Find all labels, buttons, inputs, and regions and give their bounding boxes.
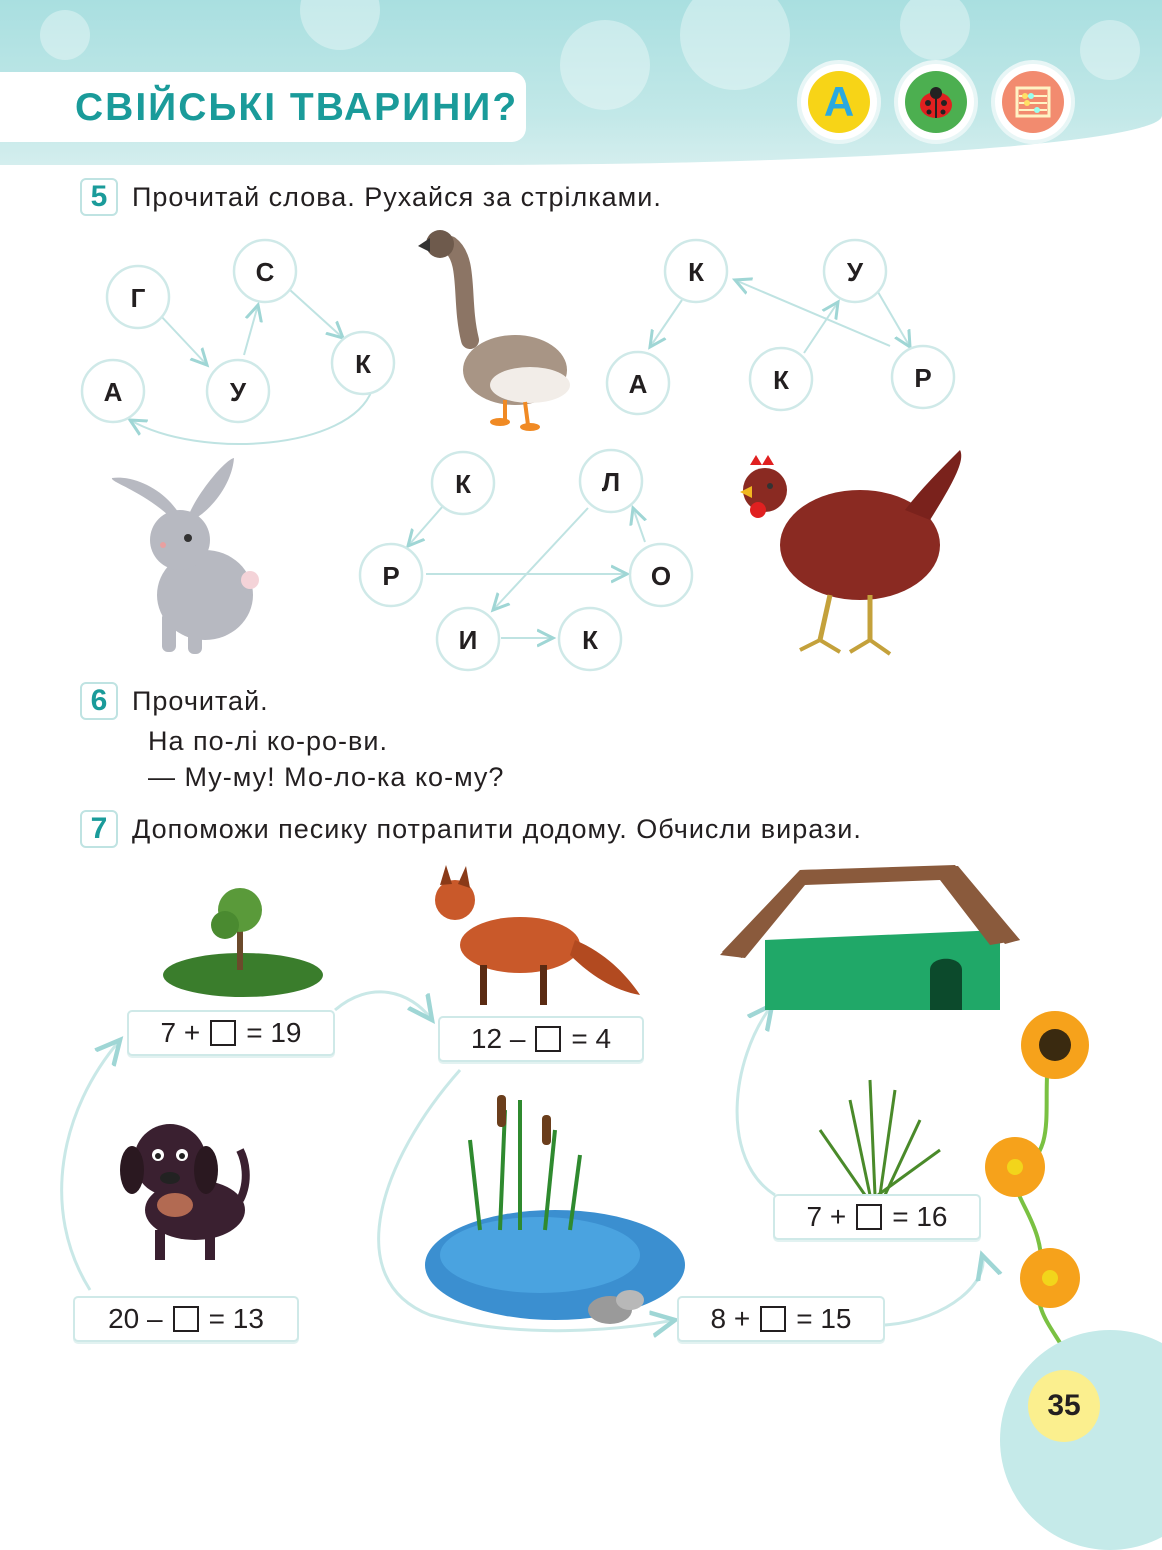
letter-circle bbox=[205, 358, 271, 429]
letter-circle bbox=[822, 238, 888, 309]
svg-text:Г: Г bbox=[130, 283, 146, 313]
expr-result: 13 bbox=[232, 1303, 264, 1334]
expression-box bbox=[677, 1296, 885, 1342]
expr-operator: + bbox=[829, 1201, 847, 1232]
svg-text:У: У bbox=[229, 377, 247, 407]
abacus-icon bbox=[995, 64, 1071, 140]
svg-text:К: К bbox=[582, 625, 598, 655]
expr-operator: + bbox=[733, 1303, 751, 1334]
expr-operand: 20 bbox=[108, 1303, 140, 1334]
expr-operator: – bbox=[509, 1023, 526, 1054]
expr-equals: = bbox=[796, 1303, 813, 1334]
expr-result: 4 bbox=[595, 1023, 612, 1054]
task-number-5: 5 bbox=[80, 178, 118, 216]
expression-box bbox=[773, 1194, 981, 1240]
letter-circle bbox=[435, 606, 501, 677]
expr-equals: = bbox=[208, 1303, 225, 1334]
letter-circle bbox=[358, 542, 424, 613]
svg-text:Р: Р bbox=[914, 363, 932, 393]
expr-operator: – bbox=[147, 1303, 163, 1334]
answer-box[interactable] bbox=[210, 1020, 236, 1046]
expr-operator: + bbox=[183, 1017, 201, 1048]
page-number: 35 bbox=[1028, 1370, 1100, 1442]
expr-result: 16 bbox=[916, 1201, 948, 1232]
pond-illustration bbox=[425, 1095, 685, 1324]
fox-illustration bbox=[435, 865, 640, 1005]
svg-text:И: И bbox=[458, 625, 478, 655]
meadow-illustration bbox=[163, 888, 323, 997]
expr-equals: = bbox=[571, 1023, 588, 1054]
expr-operand: 7 bbox=[160, 1017, 177, 1048]
task7-path-diagram bbox=[0, 860, 1162, 1360]
svg-text:К: К bbox=[455, 469, 471, 499]
letter-circle bbox=[663, 238, 729, 309]
svg-text:К: К bbox=[688, 257, 704, 287]
svg-text:Р: Р bbox=[382, 561, 400, 591]
expr-operand: 7 bbox=[806, 1201, 823, 1232]
letter-circle bbox=[628, 542, 694, 613]
expr-operand: 8 bbox=[710, 1303, 727, 1334]
svg-text:А: А bbox=[103, 377, 123, 407]
expr-result: 15 bbox=[820, 1303, 852, 1334]
letter-a-glyph: А bbox=[823, 78, 855, 125]
task-number-6: 6 bbox=[80, 682, 118, 720]
svg-text:Л: Л bbox=[601, 467, 621, 497]
answer-box[interactable] bbox=[856, 1204, 882, 1230]
expression-box bbox=[438, 1016, 644, 1062]
letter-circle bbox=[890, 344, 956, 415]
task-6-instruction: Прочитай. bbox=[132, 686, 269, 716]
svg-text:К: К bbox=[355, 349, 371, 379]
task-number-7: 7 bbox=[80, 810, 118, 848]
grass-illustration bbox=[820, 1080, 940, 1195]
dachshund-illustration bbox=[120, 1124, 246, 1260]
svg-text:С: С bbox=[255, 257, 275, 287]
task-5-instruction: Прочитай слова. Рухайся за стрілками. bbox=[132, 182, 662, 212]
poem-line-1: На по-лі ко-ро-ви. bbox=[148, 726, 388, 756]
goose-illustration bbox=[418, 230, 570, 431]
ladybug-icon bbox=[898, 64, 974, 140]
rabbit-illustration bbox=[112, 458, 259, 654]
expr-equals: = bbox=[246, 1017, 263, 1048]
expr-equals: = bbox=[892, 1201, 909, 1232]
letter-a-icon bbox=[801, 64, 877, 140]
expression-box bbox=[73, 1296, 299, 1342]
hen-illustration bbox=[740, 450, 961, 654]
letter-circle bbox=[430, 450, 496, 521]
expression-box bbox=[127, 1010, 335, 1056]
svg-text:У: У bbox=[846, 257, 864, 287]
letter-circle bbox=[605, 350, 671, 421]
letter-circle bbox=[105, 264, 171, 335]
expr-operand: 12 bbox=[470, 1023, 503, 1054]
svg-text:А: А bbox=[628, 369, 648, 399]
poem-line-2: — Му-му! Мо-ло-ка ко-му? bbox=[148, 762, 505, 792]
letter-circle bbox=[232, 238, 298, 309]
sunflower-decoration bbox=[985, 1011, 1089, 1360]
letter-circle bbox=[578, 448, 644, 519]
corner-decoration bbox=[1000, 1330, 1162, 1550]
letter-circle bbox=[80, 358, 146, 429]
expr-result: 19 bbox=[270, 1017, 302, 1048]
doghouse-illustration bbox=[720, 865, 1020, 1010]
letter-circle bbox=[748, 346, 814, 417]
answer-box[interactable] bbox=[760, 1306, 786, 1332]
letter-circle bbox=[330, 330, 396, 401]
letter-circle bbox=[557, 606, 623, 677]
svg-text:О: О bbox=[650, 561, 672, 591]
task-7-instruction: Допоможи песику потрапити додому. Обчисли вирази. bbox=[132, 814, 862, 844]
page-title: СВІЙСЬКІ ТВАРИНИ? bbox=[75, 86, 519, 129]
svg-text:К: К bbox=[773, 365, 789, 395]
answer-box[interactable] bbox=[173, 1306, 199, 1332]
answer-box[interactable] bbox=[535, 1026, 561, 1052]
